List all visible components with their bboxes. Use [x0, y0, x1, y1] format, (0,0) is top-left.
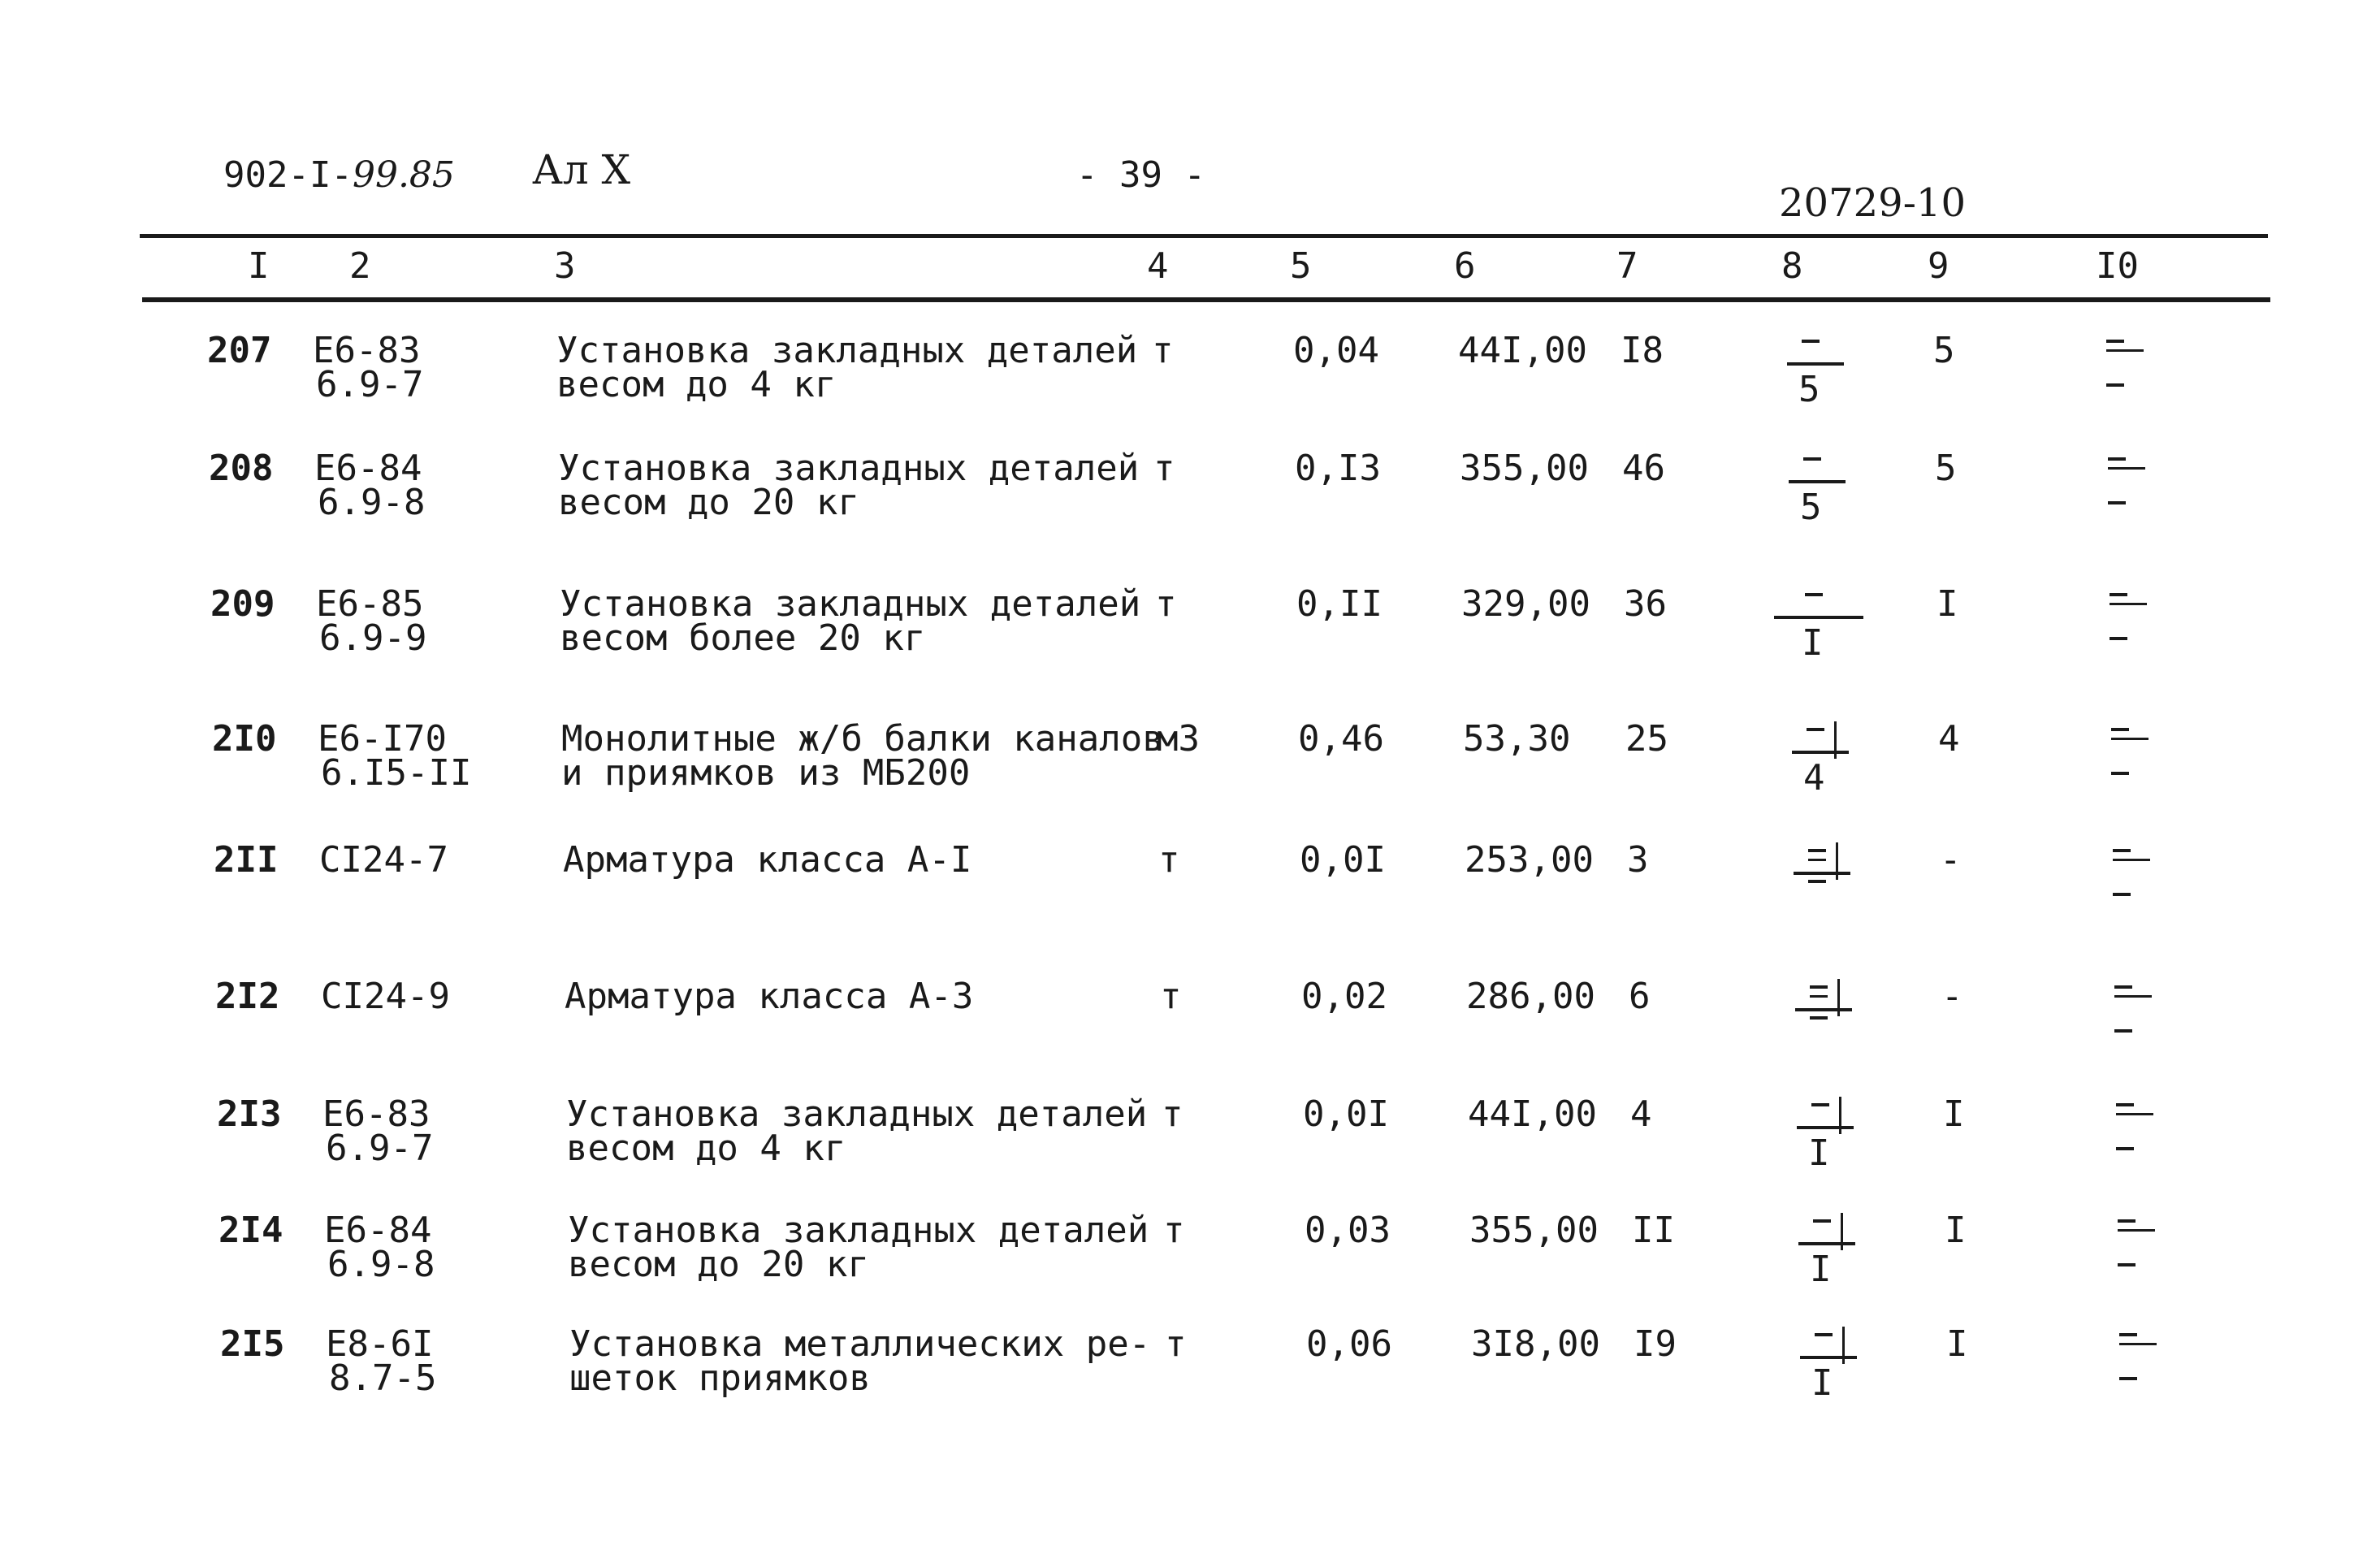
fraction-numerator-dash [2110, 593, 2127, 596]
fraction-numerator-dash [2116, 1103, 2134, 1106]
table-row [0, 1210, 2380, 1318]
table-header-rule [142, 297, 2270, 302]
work-description: Установка закладных деталей [566, 1093, 1148, 1135]
quantity: 0,II [1296, 583, 1383, 625]
fraction-denominator: 5 [1798, 369, 1820, 410]
fraction-numerator-dash [1807, 728, 1824, 731]
work-description: Арматура класса А-I [563, 839, 972, 881]
fraction-numerator-dash [2119, 1333, 2137, 1336]
rate-code: Е6-84 [314, 448, 422, 489]
fraction-denominator-dash [2119, 1377, 2137, 1380]
unit: т [1160, 976, 1182, 1017]
row-number: 2I2 [215, 976, 280, 1017]
unit: т [1152, 330, 1174, 371]
fraction-numerator-dash [1802, 340, 1820, 343]
table-row [0, 976, 2380, 1085]
unit: м3 [1157, 718, 1200, 760]
doc-code-handwritten: 99.85 [352, 154, 455, 196]
row-number: 2I4 [219, 1210, 283, 1251]
rate-code-secondary: 6.9-8 [327, 1244, 435, 1285]
fraction-extra-dash [2108, 467, 2145, 470]
total-cost: 4 [1630, 1093, 1652, 1135]
fraction-tick [1836, 842, 1838, 880]
fraction-denominator-dash [2106, 383, 2124, 387]
fraction-col8 [1795, 979, 1860, 1068]
fraction-col10 [2095, 587, 2160, 676]
col9-value: I [1946, 1323, 1968, 1365]
stamp-text: Ал Х [532, 146, 631, 193]
fraction-extra-dash [2110, 603, 2147, 605]
total-cost: 6 [1629, 976, 1651, 1017]
fraction-numerator-dash [2118, 1219, 2136, 1223]
fraction-extra-dash [2111, 738, 2148, 740]
doc-code-prefix: 902-I- [223, 154, 353, 196]
unit-price: 355,00 [1460, 448, 1589, 489]
fraction-numerator-dash [1803, 457, 1821, 461]
total-cost: 25 [1625, 718, 1668, 760]
quantity: 0,06 [1306, 1323, 1392, 1365]
fraction-numerator-dash [2108, 457, 2126, 461]
fraction-col8 [1787, 333, 1852, 422]
col-header-2: 2 [349, 245, 371, 287]
quantity: 0,03 [1305, 1210, 1391, 1251]
table-row [0, 448, 2380, 556]
fraction-denominator-dash [2113, 893, 2131, 896]
fraction-bar [1797, 1126, 1854, 1129]
fraction-denominator-dash [2118, 1263, 2136, 1266]
table-row [0, 330, 2380, 439]
work-description: Установка закладных деталей [568, 1210, 1149, 1251]
fraction-bar [1789, 480, 1846, 483]
col9-value: I [1945, 1210, 1967, 1251]
unit-price: 355,00 [1469, 1210, 1599, 1251]
work-description: Арматура класса А-3 [565, 976, 974, 1017]
total-cost: 46 [1622, 448, 1665, 489]
table-row [0, 1093, 2380, 1202]
fraction-extra-dash [2118, 1229, 2155, 1232]
fraction-denominator: I [1802, 622, 1824, 664]
fraction-col8 [1794, 842, 1859, 932]
col-header-3: 3 [554, 245, 576, 287]
fraction-denominator: 5 [1800, 487, 1822, 528]
fraction-denominator-dash [2114, 1029, 2132, 1033]
table-row [0, 1323, 2380, 1432]
fraction-denominator-dash [1810, 1016, 1828, 1020]
fraction-col10 [2092, 333, 2157, 422]
fraction-numerator-dash [1810, 985, 1828, 989]
fraction-denominator-dash [2116, 1147, 2134, 1150]
fraction-numerator-dash [1815, 1333, 1833, 1336]
unit-price: 253,00 [1465, 839, 1594, 881]
total-cost: II [1632, 1210, 1675, 1251]
quantity: 0,0I [1300, 839, 1386, 881]
rate-code-secondary: 6.I5-II [321, 752, 472, 794]
fraction-col10 [2105, 1327, 2170, 1416]
col9-value: I [1943, 1093, 1965, 1135]
rate-code: Е6-84 [324, 1210, 432, 1251]
quantity: 0,02 [1301, 976, 1387, 1017]
fraction-col8 [1792, 721, 1857, 811]
unit-price: 286,00 [1466, 976, 1595, 1017]
fraction-numerator-dash [2111, 728, 2129, 731]
fraction-numerator-dash [2106, 340, 2124, 343]
fraction-col8 [1800, 1327, 1865, 1416]
work-description: Установка закладных деталей [556, 330, 1138, 371]
fraction-tick [1837, 979, 1840, 1016]
fraction-bar [1794, 872, 1850, 875]
fraction-denominator-dash [2111, 772, 2129, 775]
work-description: Монолитные ж/б балки каналов [561, 718, 1164, 760]
total-cost: I9 [1634, 1323, 1677, 1365]
table-top-rule [140, 234, 2268, 238]
fraction-denominator: 4 [1803, 757, 1825, 799]
fraction-extra-dash [2113, 859, 2150, 861]
unit: т [1158, 839, 1180, 881]
rate-code: Е6-83 [322, 1093, 431, 1135]
fraction-bar [1798, 1242, 1855, 1245]
fraction-tick [1839, 1097, 1841, 1134]
table-row [0, 839, 2380, 948]
work-description-cont: и приямков из МБ200 [561, 752, 971, 794]
unit-price: 53,30 [1463, 718, 1571, 760]
col9-value: I [1936, 583, 1958, 625]
fraction-col10 [2101, 1097, 2166, 1186]
fraction-extra-dash [1810, 995, 1828, 998]
fraction-col10 [2098, 842, 2163, 932]
col9-value: 4 [1938, 718, 1960, 760]
unit: т [1165, 1323, 1187, 1365]
quantity: 0,04 [1293, 330, 1379, 371]
fraction-denominator: I [1811, 1362, 1833, 1404]
rate-code-secondary: 6.9-9 [319, 617, 427, 659]
work-description: Установка закладных деталей [558, 448, 1140, 489]
fraction-col10 [2097, 721, 2161, 811]
table-row [0, 718, 2380, 827]
fraction-extra-dash [1808, 859, 1826, 861]
col-header-4: 4 [1147, 245, 1169, 287]
work-description-cont: весом до 20 кг [568, 1244, 869, 1285]
total-cost: 3 [1627, 839, 1649, 881]
fraction-numerator-dash [2113, 849, 2131, 852]
fraction-denominator: I [1810, 1249, 1832, 1290]
row-number: 207 [207, 330, 272, 371]
unit: т [1163, 1210, 1185, 1251]
col-header-8: 8 [1781, 245, 1803, 287]
fraction-numerator-dash [1808, 849, 1826, 852]
fraction-bar [1800, 1356, 1857, 1359]
fraction-numerator-dash [1813, 1219, 1831, 1223]
rate-code: Е8-6I [326, 1323, 434, 1365]
col-header-1: I [248, 245, 270, 287]
fraction-denominator: I [1808, 1132, 1830, 1174]
row-number: 2I5 [220, 1323, 285, 1365]
fraction-numerator-dash [1811, 1103, 1829, 1106]
table-row [0, 583, 2380, 692]
fraction-numerator-dash [1805, 593, 1823, 596]
fraction-tick [1841, 1213, 1843, 1250]
col9-value: 5 [1933, 330, 1955, 371]
total-cost: I8 [1621, 330, 1664, 371]
fraction-denominator-dash [2110, 637, 2127, 640]
col9-value: - [1941, 976, 1963, 1017]
fraction-tick [1834, 721, 1837, 759]
quantity: 0,I3 [1295, 448, 1381, 489]
col9-value: 5 [1935, 448, 1957, 489]
work-description: Установка металлических ре- [569, 1323, 1151, 1365]
work-description-cont: весом до 4 кг [556, 364, 837, 405]
rate-code: Е6-I70 [318, 718, 447, 760]
fraction-extra-dash [2119, 1343, 2157, 1345]
rate-code: Е6-83 [313, 330, 421, 371]
fraction-col10 [2103, 1213, 2168, 1302]
row-number: 209 [210, 583, 275, 625]
fraction-denominator-dash [1808, 880, 1826, 883]
rate-code: Е6-85 [316, 583, 424, 625]
fraction-numerator-dash [2114, 985, 2132, 989]
col-header-10: I0 [2096, 245, 2139, 287]
col-header-9: 9 [1928, 245, 1949, 287]
unit: т [1155, 583, 1177, 625]
rate-code-secondary: 6.9-7 [326, 1128, 434, 1169]
fraction-col8 [1789, 451, 1854, 540]
fraction-bar [1792, 751, 1849, 754]
rate-code-secondary: 6.9-7 [316, 364, 424, 405]
page-number: - 39 - [1076, 154, 1205, 196]
rate-code-secondary: 8.7-5 [329, 1357, 437, 1399]
unit: т [1162, 1093, 1184, 1135]
unit: т [1153, 448, 1175, 489]
fraction-col10 [2100, 979, 2165, 1068]
fraction-extra-dash [2106, 349, 2144, 352]
col-header-7: 7 [1616, 245, 1638, 287]
row-number: 208 [209, 448, 274, 489]
row-number: 2I0 [212, 718, 277, 760]
row-number: 2I3 [217, 1093, 282, 1135]
fraction-col8 [1790, 587, 1855, 676]
rate-code: СI24-9 [321, 976, 450, 1017]
fraction-tick [1842, 1327, 1845, 1364]
unit-price: 3I8,00 [1471, 1323, 1600, 1365]
fraction-col10 [2093, 451, 2158, 540]
quantity: 0,0I [1303, 1093, 1389, 1135]
fraction-col8 [1797, 1097, 1862, 1186]
fraction-bar [1787, 362, 1844, 366]
archive-number: 20729-10 [1779, 180, 1966, 226]
work-description: Установка закладных деталей [560, 583, 1141, 625]
fraction-bar [1795, 1008, 1852, 1011]
unit-price: 329,00 [1461, 583, 1590, 625]
fraction-denominator-dash [2108, 501, 2126, 504]
col9-value: - [1940, 839, 1962, 881]
fraction-col8 [1798, 1213, 1863, 1302]
work-description-cont: шеток приямков [569, 1357, 871, 1399]
total-cost: 36 [1624, 583, 1667, 625]
rate-code: СI24-7 [319, 839, 448, 881]
work-description-cont: весом более 20 кг [560, 617, 926, 659]
unit-price: 44I,00 [1468, 1093, 1597, 1135]
unit-price: 44I,00 [1458, 330, 1587, 371]
rate-code-secondary: 6.9-8 [318, 482, 426, 523]
quantity: 0,46 [1298, 718, 1384, 760]
col-header-6: 6 [1454, 245, 1476, 287]
row-number: 2II [214, 839, 279, 881]
col-header-5: 5 [1290, 245, 1312, 287]
fraction-bar [1774, 616, 1863, 619]
fraction-extra-dash [2116, 1113, 2153, 1115]
fraction-extra-dash [2114, 995, 2152, 998]
doc-code [223, 154, 455, 196]
work-description-cont: весом до 4 кг [566, 1128, 846, 1169]
work-description-cont: весом до 20 кг [558, 482, 859, 523]
